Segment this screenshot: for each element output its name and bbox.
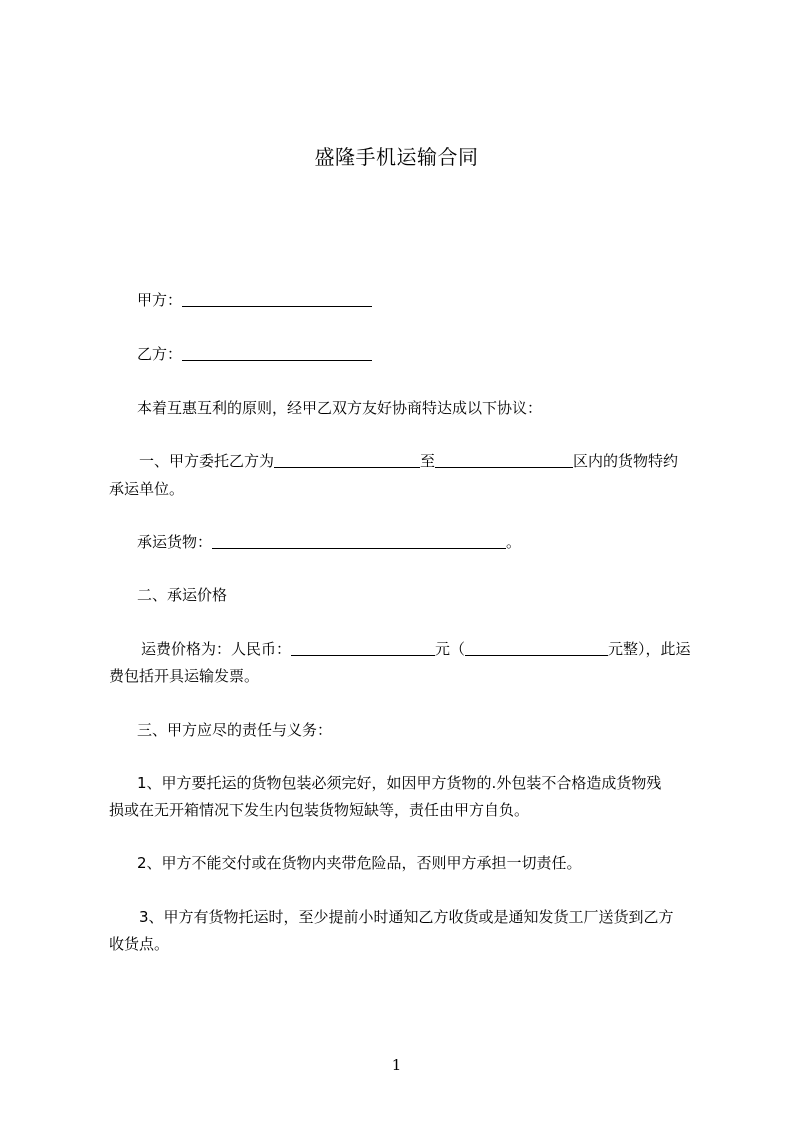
goods-label: 承运货物：: [137, 533, 213, 551]
party-a-label: 甲方：: [137, 291, 183, 309]
party-b-label: 乙方：: [137, 345, 183, 363]
goods-line: [137, 531, 737, 553]
price-line1: [141, 638, 741, 660]
section3-heading: 三、甲方应尽的责任与义务：: [137, 721, 333, 739]
section1-text-c: 区内的货物特约: [573, 452, 679, 470]
goods-end: 。: [506, 533, 522, 551]
section2-heading: 二、承运价格: [137, 586, 228, 604]
price-amount-blank: [291, 640, 435, 656]
party-b-blank: [182, 345, 372, 361]
goods-blank: [212, 533, 506, 549]
item2-line: 2、甲方不能交付或在货物内夹带危险品，否则甲方承担一切责任。: [137, 854, 582, 872]
intro-text: 本着互惠互利的原则，经甲乙双方友好协商特达成以下协议：: [137, 399, 543, 417]
item1-line1: 1、甲方要托运的货物包装必须完好，如因甲方货物的.外包装不合格造成货物残: [137, 774, 662, 792]
price-text-b: 元（: [435, 640, 466, 658]
price-words-blank: [465, 640, 608, 656]
item3-line2: 收货点。: [109, 935, 170, 953]
page-number: 1: [391, 1056, 402, 1074]
party-a-line: [137, 289, 737, 311]
section1-line2: 承运单位。: [109, 480, 185, 498]
party-a-blank: [182, 291, 372, 307]
item1-line2: 损或在无开箱情况下发生内包装货物短缺等，责任由甲方自负。: [109, 801, 530, 819]
section1-line1: [139, 450, 739, 472]
section1-text-a: 一、甲方委托乙方为: [139, 452, 275, 470]
price-line2: 费包括开具运输发票。: [109, 667, 260, 685]
section1-to-blank: [435, 452, 573, 468]
price-text-a: 运费价格为：人民币：: [141, 640, 292, 658]
party-b-line: [137, 343, 737, 365]
section1-text-b: 至: [420, 452, 436, 470]
price-text-c: 元整），此运: [608, 640, 691, 658]
section1-from-blank: [274, 452, 420, 468]
item3-line1: 3、甲方有货物托运时，至少提前小时通知乙方收货或是通知发货工厂送货到乙方: [139, 908, 674, 926]
document-title: 盛隆手机运输合同: [314, 145, 479, 169]
